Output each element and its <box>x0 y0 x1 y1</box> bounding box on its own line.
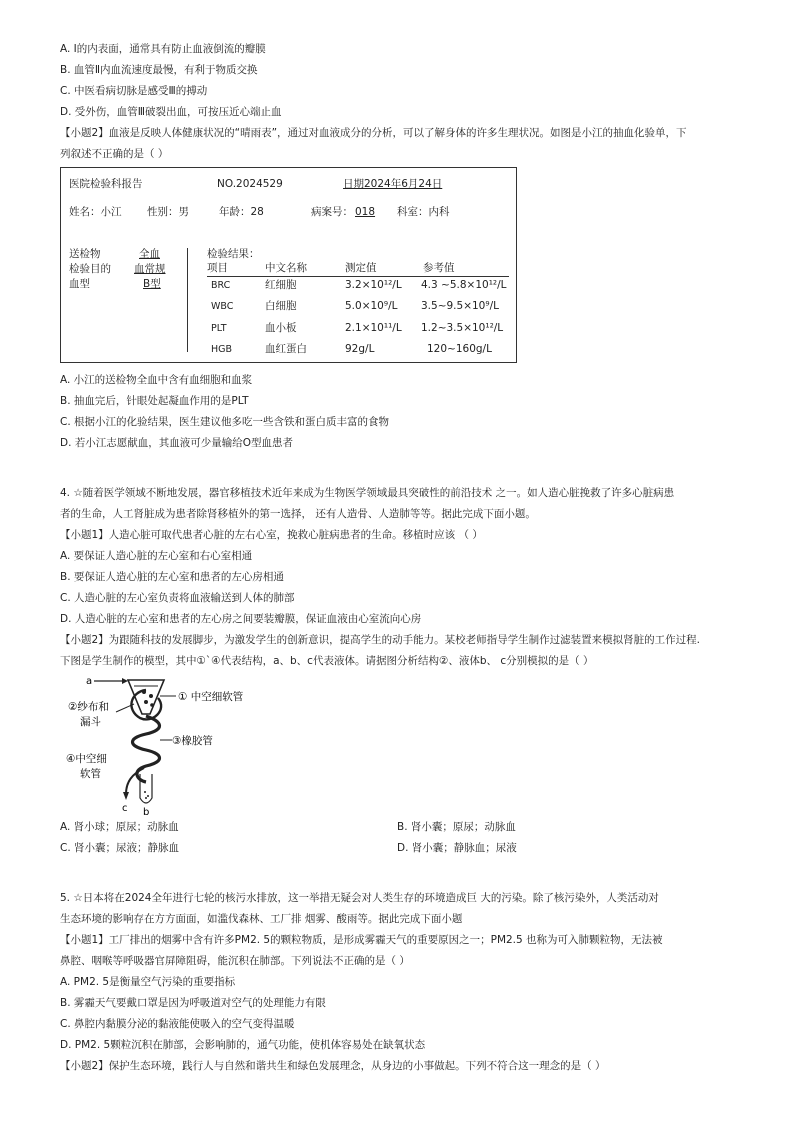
blood-type-label: 血型 <box>69 278 90 290</box>
arrow-a-head <box>122 678 128 684</box>
q4-sub2-option-d: D. 肾小囊；静脉血；尿液 <box>397 842 517 854</box>
arrow-c-head <box>123 792 129 800</box>
q3-sub2-option-a: A. 小江的送检物全血中含有血细胞和血浆 <box>60 374 253 386</box>
row-code: WBC <box>211 301 234 312</box>
row-code: BRC <box>211 280 231 291</box>
q4-sub1-option-b: B. 要保证人造心脏的左心室和患者的左心房相通 <box>60 571 284 583</box>
report-date: 日期2024年6月24日 <box>343 178 443 190</box>
label-4-line1: ④中空细 <box>66 753 107 765</box>
q5-intro-line1: 5. ☆日本将在2024全年进行七轮的核污水排放，这一举措无疑会对人类生存的环境造成巨 大的污染。除了核污染外，人类活动对 <box>60 892 659 904</box>
q5-sub2-stem: 【小题2】保护生态环境，践行人与自然和谐共生和绿色发展理念，从身边的小事做起。下列不符合这一理念的是（ ） <box>60 1060 606 1072</box>
report-title: 医院检验科报告 <box>69 178 143 190</box>
q4-sub1-option-a: A. 要保证人造心脏的左心室和右心室相通 <box>60 550 253 562</box>
q4-intro-line2: 者的生命，人工肾脏成为患者除肾移植外的第一选择， 还有人造骨、人造肺等等。据此完成下面小题。 <box>60 508 536 520</box>
q4-sub1-stem: 【小题1】人造心脏可取代患者心脏的左右心室，挽救心脏病患者的生命。移植时应该 （ ） <box>60 529 483 541</box>
header-rule <box>207 276 509 277</box>
patient-age: 年龄：28 <box>219 206 264 218</box>
q5-sub1-stem-line1: 【小题1】工厂排出的烟雾中含有许多PM2. 5的颗粒物质，是形成雾霾天气的重要原因之一；PM2.5 也称为可入肺颗粒物，无法被 <box>60 934 663 946</box>
specimen-value: 全血 <box>139 248 160 260</box>
row-name: 血小板 <box>265 322 297 334</box>
header-item: 项目 <box>207 262 228 274</box>
row-measured: 2.1×10¹¹/L <box>345 322 402 334</box>
q3-option-d: D. 受外伤，血管Ⅲ破裂出血，可按压近心端止血 <box>60 106 282 118</box>
tube-1 <box>131 690 161 719</box>
header-reference: 参考值 <box>423 262 455 274</box>
q5-sub1-option-d: D. PM2. 5颗粒沉积在肺部，会影响肺的，通气功能，使机体容易处在缺氧状态 <box>60 1039 426 1051</box>
row-name: 红细胞 <box>265 279 297 291</box>
row-reference: 120~160g/L <box>427 343 492 355</box>
label-2-line1: ②纱布和 <box>68 701 109 713</box>
label-a: a <box>86 676 93 687</box>
q4-sub2-option-c: C. 肾小囊；尿液；静脉血 <box>60 842 180 854</box>
kidney-model-diagram <box>60 670 300 815</box>
label-1: ① 中空细软管 <box>178 691 244 703</box>
row-name: 白细胞 <box>265 300 297 312</box>
q4-sub1-option-c: C. 人造心脏的左心室负责将血液输送到人体的肺部 <box>60 592 295 604</box>
q3-sub2-option-b: B. 抽血完后，针眼处起凝血作用的是PLT <box>60 395 249 407</box>
droplet <box>147 795 149 797</box>
case-number: 018 <box>355 206 376 218</box>
department: 科室：内科 <box>397 206 450 218</box>
label-3: ③橡胶管 <box>172 735 213 747</box>
particle <box>144 700 148 704</box>
header-measured: 测定值 <box>345 262 377 274</box>
report-divider <box>187 248 188 352</box>
q5-sub1-stem-line2: 鼻腔、咽喉等呼吸器官屏障阻碍，能沉积在肺部。下列说法不正确的是（ ） <box>60 955 410 967</box>
particle <box>150 703 154 707</box>
q3-option-a: A. Ⅰ的内表面，通常具有防止血液倒流的瓣膜 <box>60 43 266 55</box>
row-reference: 1.2~3.5×10¹²/L <box>421 322 504 334</box>
q4-sub2-option-b: B. 肾小囊；原尿；动脉血 <box>397 821 516 833</box>
row-measured: 92g/L <box>345 343 375 355</box>
specimen-label: 送检物 <box>69 248 101 260</box>
q3-option-c: C. 中医看病切脉是感受Ⅲ的搏动 <box>60 85 208 97</box>
q3-sub2-option-c: C. 根据小江的化验结果，医生建议他多吃一些含铁和蛋白质丰富的食物 <box>60 416 390 428</box>
q5-sub1-option-a: A. PM2. 5是衡量空气污染的重要指标 <box>60 976 236 988</box>
case-number-label: 病案号： <box>311 206 353 218</box>
q4-sub2-stem-line2: 下图是学生制作的模型，其中①`④代表结构，a、b、c代表液体。请据图分析结构②、液体b、 c分别模拟的是（ ） <box>60 655 594 667</box>
q3-sub2-stem-line1: 【小题2】血液是反映人体健康状况的“晴雨表”，通过对血液成分的分析，可以了解身体的许多生理状况。如图是小江的抽血化验单，下 <box>60 127 687 139</box>
report-number: NO.2024529 <box>217 178 283 190</box>
droplet <box>144 791 146 793</box>
particle <box>149 694 153 698</box>
label-4-line2: 软管 <box>80 768 101 780</box>
label-b: b <box>143 807 150 815</box>
row-name: 血红蛋白 <box>265 343 307 355</box>
row-reference: 4.3 ~5.8×10¹²/L <box>421 279 507 291</box>
row-reference: 3.5~9.5×10⁹/L <box>421 300 499 312</box>
q3-option-b: B. 血管Ⅱ内血流速度最慢，有利于物质交换 <box>60 64 258 76</box>
q3-sub2-option-d: D. 若小江志愿献血，其血液可少量输给O型血患者 <box>60 437 294 449</box>
row-code: PLT <box>211 323 227 334</box>
patient-sex: 性别：男 <box>147 206 189 218</box>
q4-sub2-option-a: A. 肾小球；原尿；动脉血 <box>60 821 179 833</box>
blood-type-value: B型 <box>143 278 161 290</box>
patient-name: 姓名：小江 <box>69 206 122 218</box>
q5-sub1-option-b: B. 雾霾天气要戴口罩是因为呼吸道对空气的处理能力有限 <box>60 997 326 1009</box>
blood-test-report <box>60 167 517 363</box>
header-name: 中文名称 <box>265 262 307 274</box>
label-2-line2: 漏斗 <box>80 716 101 728</box>
q4-sub1-option-d: D. 人造心脏的左心室和患者的左心房之间要装瓣膜，保证血液由心室流向心房 <box>60 613 422 625</box>
row-measured: 5.0×10⁹/L <box>345 300 398 312</box>
q3-sub2-stem-line2: 列叙述不正确的是（ ） <box>60 148 169 160</box>
q4-intro-line1: 4. ☆随着医学领域不断地发展，器官移植技术近年来成为生物医学领域最具突破性的前沿技术 之一。如人造心脏挽救了许多心脏病患 <box>60 487 675 499</box>
q4-sub2-stem-line1: 【小题2】为跟随科技的发展脚步，为激发学生的创新意识，提高学生的动手能力。某校老师指导学生制作过滤装置来模拟肾脏的工作过程. <box>60 634 701 646</box>
row-measured: 3.2×10¹²/L <box>345 279 402 291</box>
droplet <box>145 797 147 799</box>
test-purpose-value: 血常规 <box>134 263 166 275</box>
label-c: c <box>122 803 128 814</box>
row-code: HGB <box>211 344 233 355</box>
q5-sub1-option-c: C. 鼻腔内黏膜分泌的黏液能使吸入的空气变得温暖 <box>60 1018 295 1030</box>
q5-intro-line2: 生态环境的影响存在方方面面，如滥伐森林、工厂排 烟雾、酸雨等。据此完成下面小题 <box>60 913 463 925</box>
test-purpose-label: 检验目的 <box>69 263 111 275</box>
result-title: 检验结果： <box>207 248 260 260</box>
